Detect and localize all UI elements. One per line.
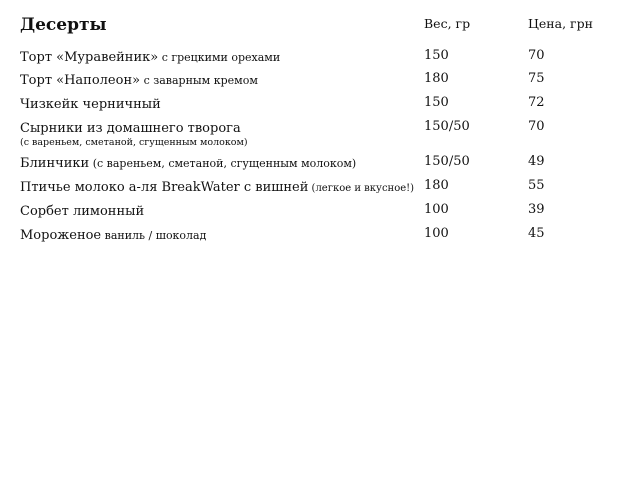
item-title: Торт «Наполеон» xyxy=(20,73,141,88)
item-weight: 150 xyxy=(424,95,449,110)
item-detail: с грецкими орехами xyxy=(158,51,281,64)
item-title: Чизкейк черничный xyxy=(20,97,161,112)
item-detail: (легкое и вкусное!) xyxy=(308,183,415,194)
item-price: 70 xyxy=(528,119,545,134)
item-price: 72 xyxy=(528,95,545,110)
item-weight: 150/50 xyxy=(424,154,470,169)
item-note: (с вареньем, сметаной, сгущенным молоком) xyxy=(20,137,248,148)
item-weight: 150 xyxy=(424,48,449,63)
weight-column-header: Вес, гр xyxy=(424,16,471,31)
item-name xyxy=(20,47,420,67)
item-weight: 100 xyxy=(424,202,449,217)
item-title: Птичье молоко а-ля BreakWater с вишней xyxy=(20,180,309,195)
section-title: Десерты xyxy=(20,15,107,35)
item-price: 45 xyxy=(528,226,545,241)
item-price: 70 xyxy=(528,48,545,63)
item-name xyxy=(20,118,420,149)
item-name xyxy=(20,70,420,90)
item-price: 49 xyxy=(528,154,545,169)
item-weight: 150/50 xyxy=(424,119,470,134)
item-title: Сорбет лимонный xyxy=(20,204,145,219)
item-title: Мороженое xyxy=(20,228,102,243)
item-title: Блинчики xyxy=(20,156,90,171)
item-detail: с заварным кремом xyxy=(140,74,258,87)
item-title: Торт «Муравейник» xyxy=(20,50,159,65)
item-price: 39 xyxy=(528,202,545,217)
item-weight: 100 xyxy=(424,226,449,241)
item-title: Сырники из домашнего творога xyxy=(20,121,241,136)
item-weight: 180 xyxy=(424,178,449,193)
item-detail: (с вареньем, сметаной, сгущенным молоком) xyxy=(89,157,357,170)
price-column-header: Цена, грн xyxy=(528,16,593,31)
item-weight: 180 xyxy=(424,71,449,86)
item-name xyxy=(20,225,420,245)
item-name xyxy=(20,153,420,173)
item-name xyxy=(20,94,420,114)
item-price: 75 xyxy=(528,71,545,86)
item-detail: ваниль / шоколад xyxy=(101,229,207,242)
item-name xyxy=(20,201,420,221)
item-name xyxy=(20,177,420,198)
item-price: 55 xyxy=(528,178,545,193)
menu-header xyxy=(0,0,640,40)
